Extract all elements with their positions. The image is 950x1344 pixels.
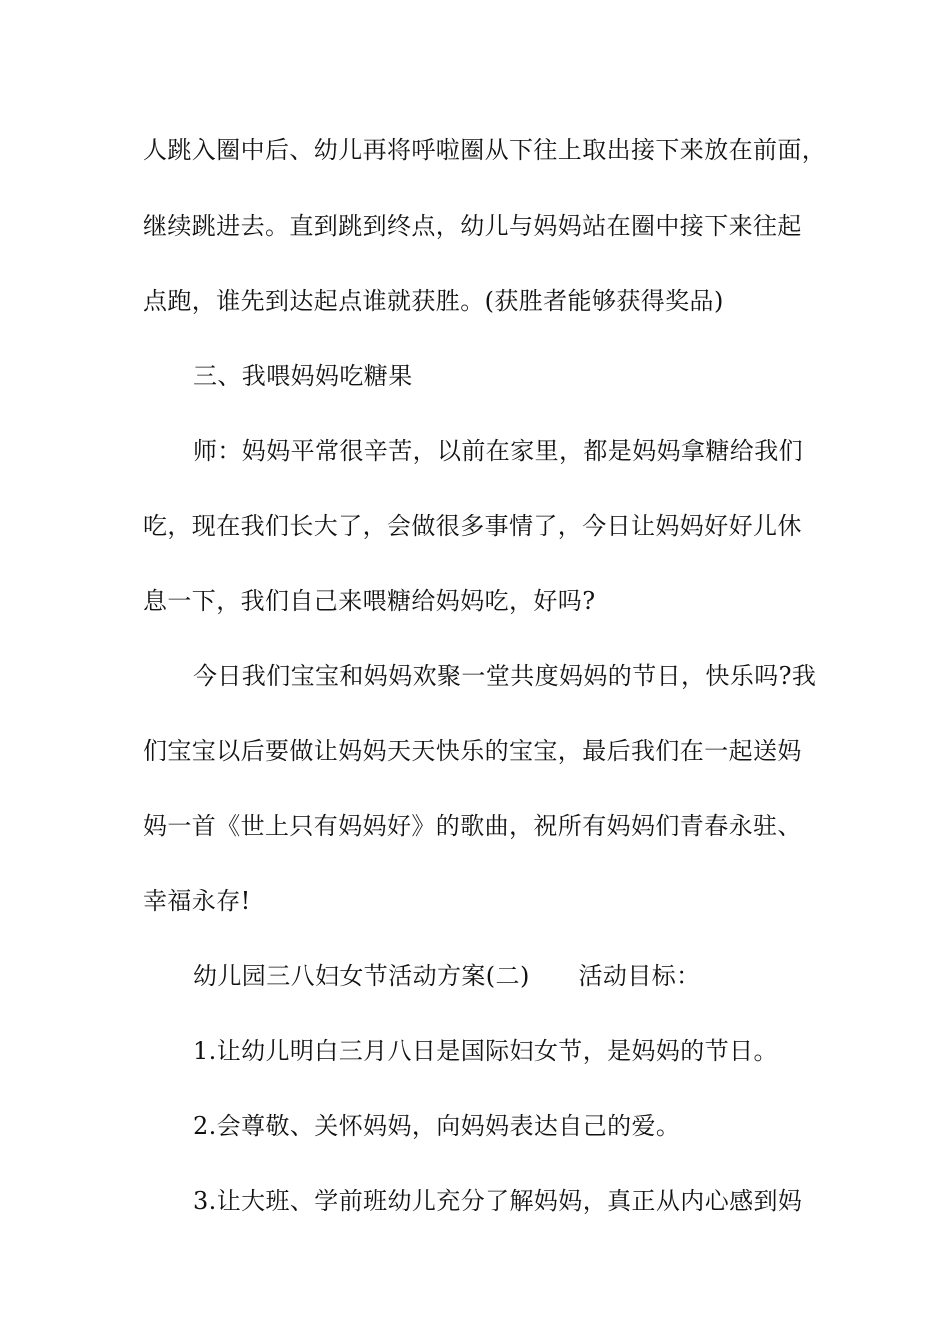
text-line: 息一下，我们自己来喂糖给妈妈吃，好吗?: [143, 587, 596, 615]
text-line: 点跑，谁先到达起点谁就获胜。(获胜者能够获得奖品): [143, 287, 724, 315]
text-line: 师：妈妈平常很辛苦，以前在家里，都是妈妈拿糖给我们: [193, 437, 803, 465]
text-line: 继续跳进去。直到跳到终点，幼儿与妈妈站在圈中接下来往起: [143, 212, 802, 240]
text-line: 妈一首《世上只有妈妈好》的歌曲，祝所有妈妈们青春永驻、: [143, 812, 802, 840]
list-item: 3.让大班、学前班幼儿充分了解妈妈，真正从内心感到妈: [193, 1187, 803, 1215]
text-line: 幸福永存!: [143, 887, 251, 915]
text-line: 吃，现在我们长大了，会做很多事情了，今日让妈妈好好儿休: [143, 512, 802, 540]
list-item: 2.会尊敬、关怀妈妈，向妈妈表达自己的爱。: [193, 1112, 681, 1140]
text-line: 今日我们宝宝和妈妈欢聚一堂共度妈妈的节日，快乐吗?我: [193, 662, 817, 690]
text-line: 们宝宝以后要做让妈妈天天快乐的宝宝，最后我们在一起送妈: [143, 737, 802, 765]
section-heading: 幼儿园三八妇女节活动方案(二) 活动目标：: [193, 962, 701, 990]
section-heading: 三、我喂妈妈吃糖果: [193, 362, 413, 390]
text-line: 人跳入圈中后、幼儿再将呼啦圈从下往上取出接下来放在前面，: [143, 136, 827, 164]
list-item: 1.让幼儿明白三月八日是国际妇女节，是妈妈的节日。: [193, 1037, 778, 1065]
